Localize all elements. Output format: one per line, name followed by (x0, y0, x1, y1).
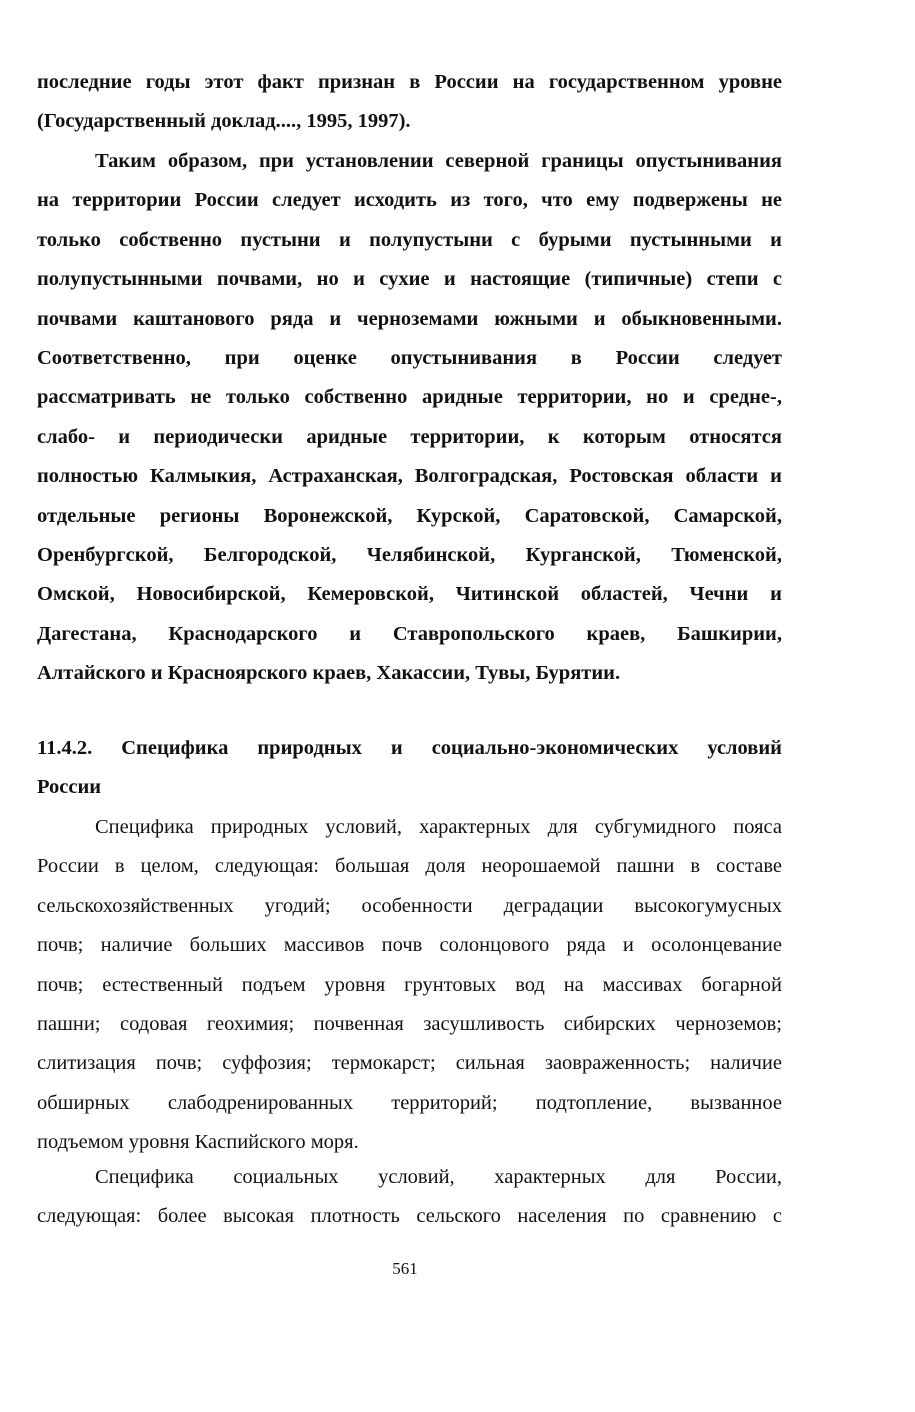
paragraph-social-conditions (37, 1158, 782, 1237)
text-line: Оренбургской, Белгородской, Челябинской, Курганской, Тюменской, (37, 543, 782, 566)
text-line: почв; естественный подъем уровня грунтовых вод на массивах богарной (37, 973, 782, 996)
section-heading (37, 729, 782, 808)
heading-line: 11.4.2. Специфика природных и социально-экономических условий (37, 737, 782, 759)
page-number: 561 (392, 1259, 418, 1278)
text-line: полупустынными почвами, но и сухие и настоящие (типичные) степи с (37, 268, 782, 291)
text-line: Алтайского и Красноярского краев, Хакассии, Тувы, Бурятии. (37, 662, 621, 685)
text-line: обширных слабодренированных территорий; подтопление, вызванное (37, 1091, 782, 1114)
text-line: почв; наличие больших массивов почв солонцового ряда и осолонцевание (37, 934, 782, 957)
text-line: Специфика социальных условий, характерных для России, (95, 1166, 782, 1188)
heading-line: России (37, 776, 102, 799)
text-line: последние годы этот факт признан в России на государственном уровне (37, 71, 782, 93)
text-line: сельскохозяйственных угодий; особенности деградации высокогумусных (37, 894, 782, 917)
text-line: пашни; содовая геохимия; почвенная засушливость сибирских черноземов; (37, 1012, 782, 1035)
text-line: слабо- и периодически аридные территории, к которым относятся (37, 425, 782, 448)
text-line: подъемом уровня Каспийского моря. (37, 1131, 359, 1154)
text-line: Соответственно, при оценке опустынивания в России следует (37, 346, 782, 369)
paragraph-natural-conditions (37, 808, 782, 1163)
paragraph-desertification-boundary (37, 142, 782, 693)
text-line: слитизация почв; суффозия; термокарст; сильная заовраженность; наличие (37, 1052, 782, 1075)
text-line: Омской, Новосибирской, Кемеровской, Читинской областей, Чечни и (37, 583, 782, 606)
text-line: полностью Калмыкия, Астраханская, Волгоградская, Ростовская области и (37, 465, 782, 488)
text-line: только собственно пустыни и полупустыни с бурыми пустынными и (37, 228, 782, 251)
text-line: Дагестана, Краснодарского и Ставропольского краев, Башкирии, (37, 622, 782, 645)
text-line: Таким образом, при установлении северной границы опустынивания (95, 150, 782, 172)
continuation-paragraph (37, 63, 782, 142)
text-line: на территории России следует исходить из того, что ему подвержены не (37, 189, 782, 212)
text-line: отдельные регионы Воронежской, Курской, Саратовской, Самарской, (37, 504, 782, 527)
text-line: следующая: более высокая плотность сельского населения по сравнению с (37, 1205, 782, 1228)
text-line: России в целом, следующая: большая доля неорошаемой пашни в составе (37, 855, 782, 878)
text-line: Специфика природных условий, характерных для субгумидного пояса (95, 816, 782, 838)
text-line: почвами каштанового ряда и черноземами южными и обыкновенными. (37, 307, 782, 330)
text-line: (Государственный доклад...., 1995, 1997). (37, 110, 411, 133)
text-line: рассматривать не только собственно аридные территории, но и средне-, (37, 386, 782, 409)
